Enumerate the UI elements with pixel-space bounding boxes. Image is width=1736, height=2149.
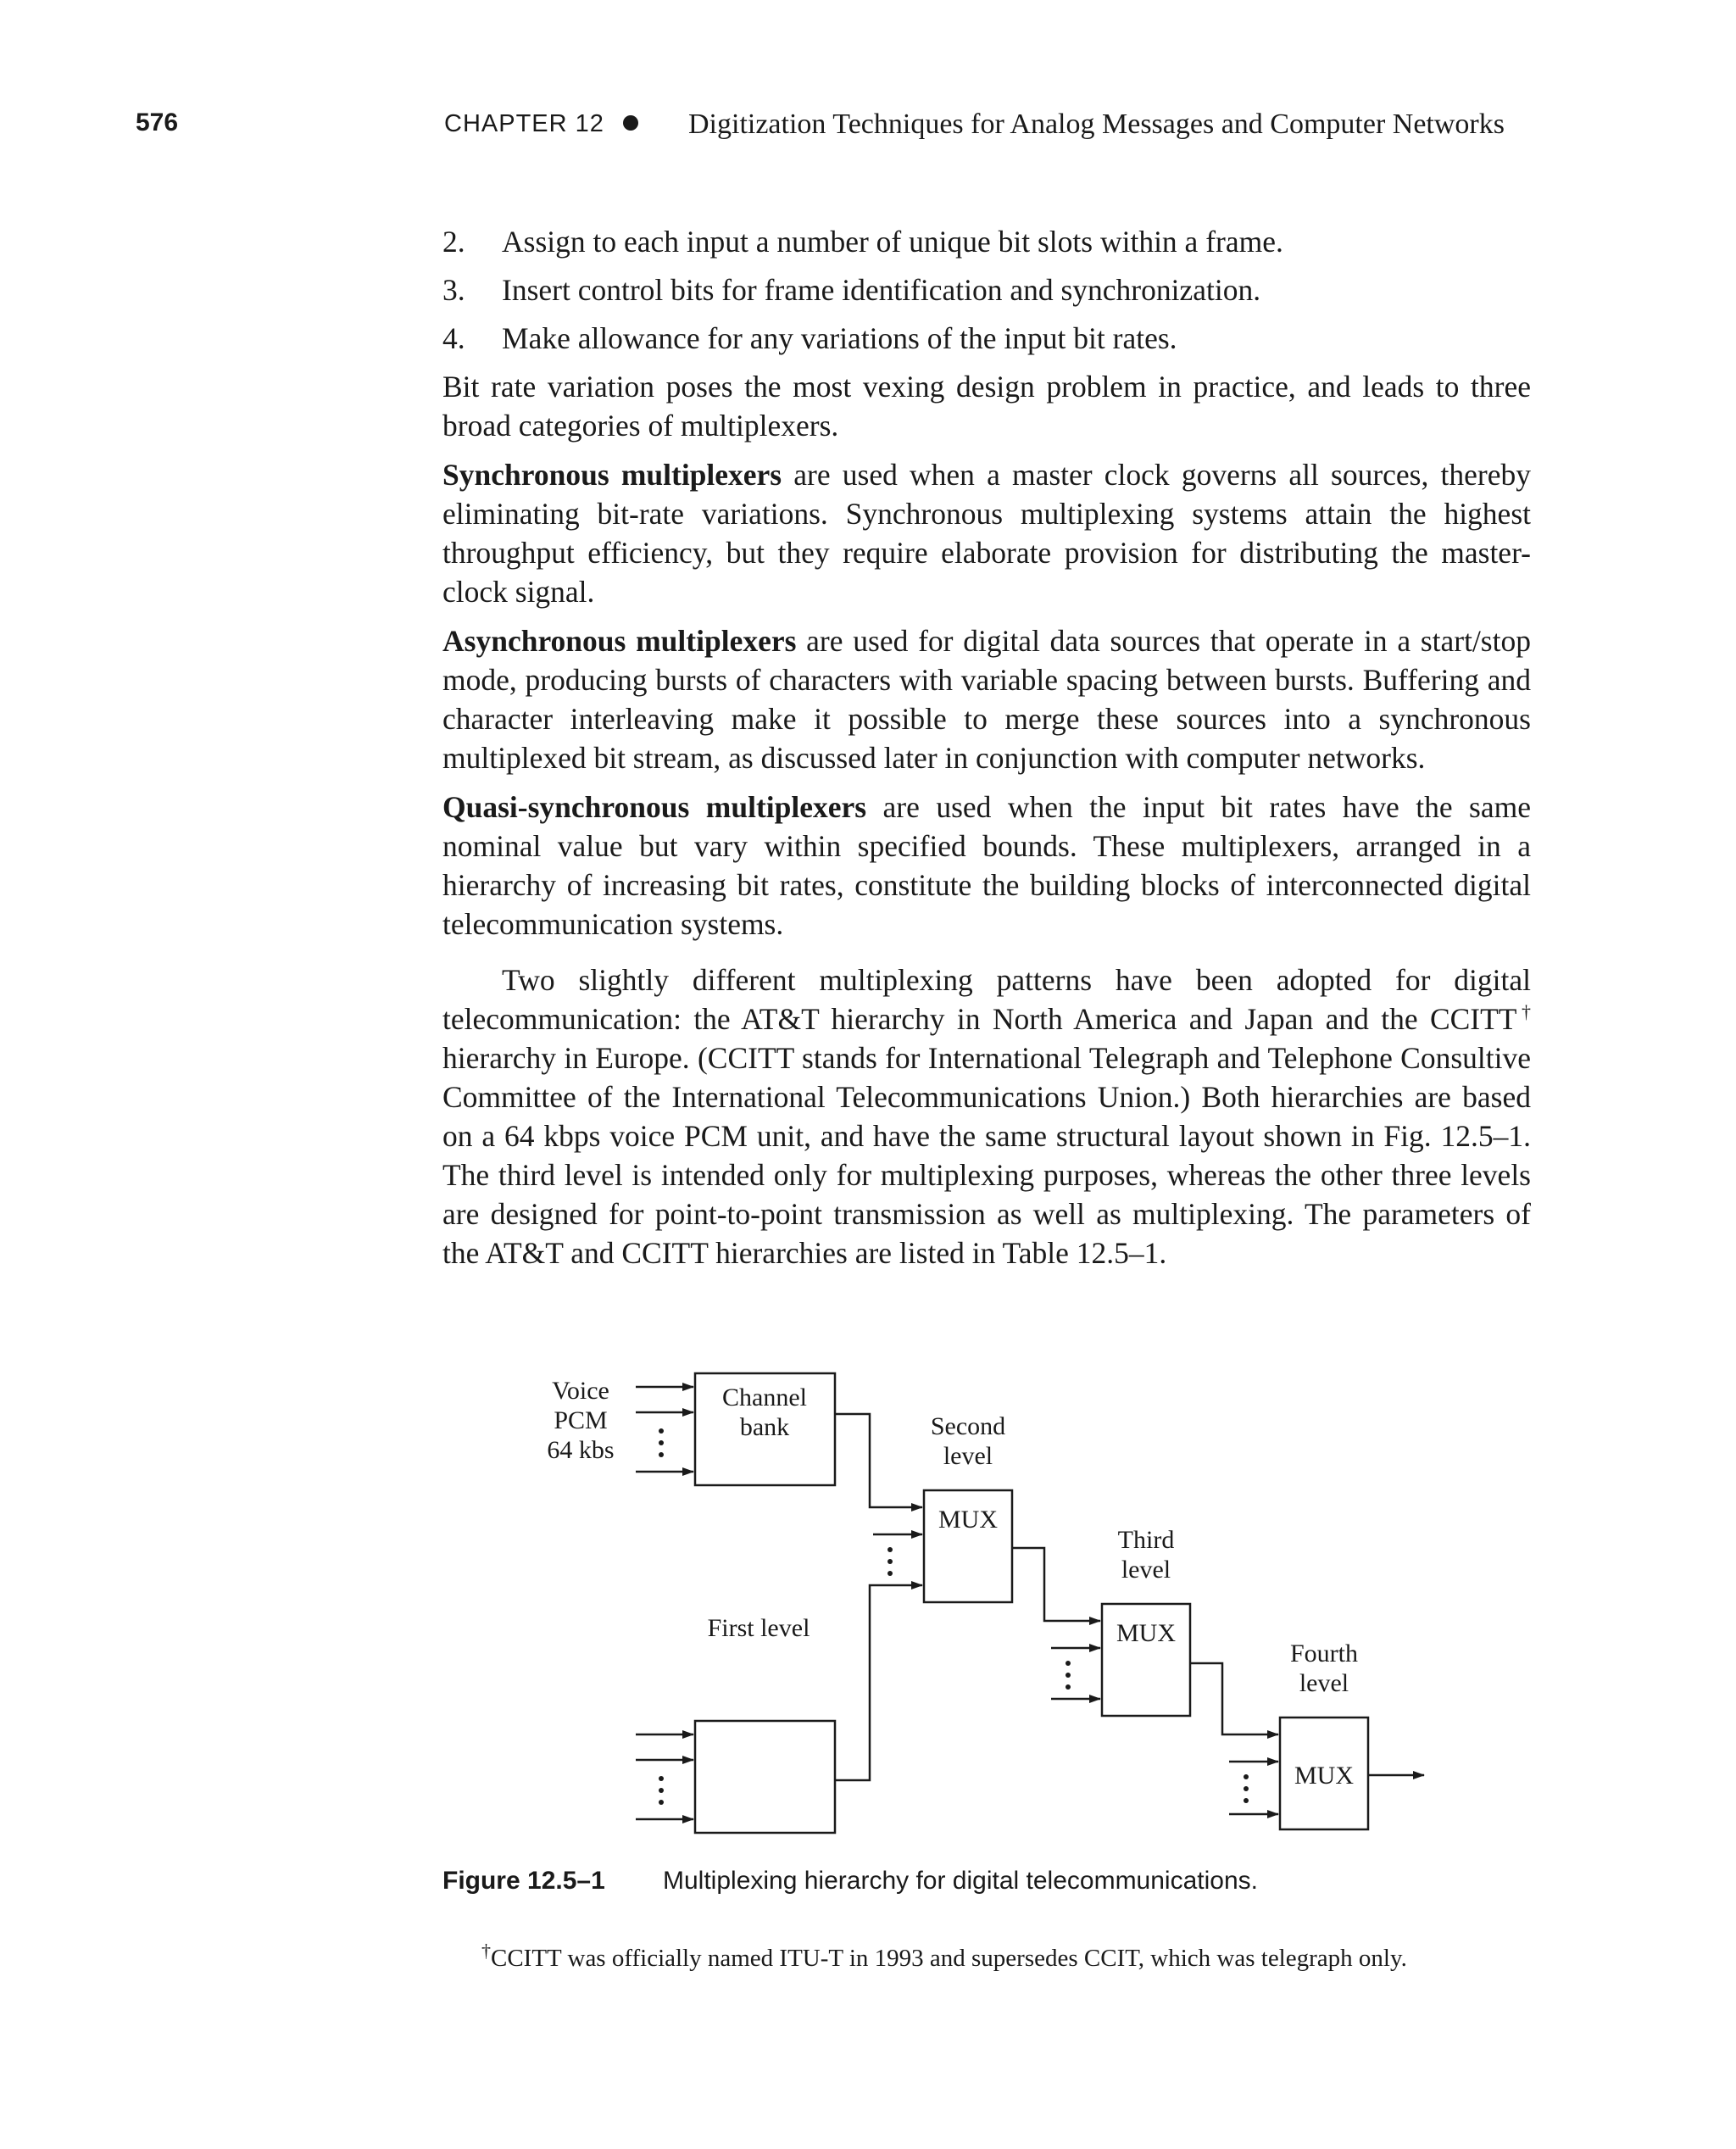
term-asynchronous: Asynchronous multiplexers	[442, 624, 797, 658]
paragraph-quasi-synchronous	[442, 788, 1531, 944]
list-item	[442, 319, 1531, 358]
paragraph-text: hierarchy in Europe. (CCITT stands for International Telegraph and Telephone Consultive Committee of the International Telecommunications Union.) Both hierarchies are based on a 64 kbps voice PCM unit, and have the same structural layout shown in Fig. 12.5–1. The third level is intended only for multiplexing purposes, whereas the other three levels are designed for point-to-point transmission as well as multiplexing. The parameters of the AT&T and CCITT hierarchies are listed in Table 12.5–1.	[442, 1041, 1531, 1270]
third-level-label: Third	[1117, 1526, 1175, 1554]
fourth-level-label: Fourth	[1289, 1640, 1359, 1667]
channel-bank-box-lower	[695, 1721, 835, 1833]
footnote-text: CCITT was officially named ITU-T in 1993 and supersedes CCIT, which was telegraph only.	[491, 1945, 1407, 1972]
term-synchronous: Synchronous multiplexers	[442, 458, 782, 492]
bank-label: bank	[739, 1413, 790, 1441]
list-item-number: 3.	[442, 273, 465, 307]
first-level-label: First level	[707, 1614, 810, 1642]
multiplexing-hierarchy-diagram	[526, 1356, 1458, 1848]
main-text	[442, 222, 1531, 1283]
list-item-text: Make allowance for any variations of the input bit rates.	[502, 321, 1177, 355]
voice-label: Voice	[552, 1377, 609, 1405]
third-level-label-2: level	[1121, 1556, 1171, 1584]
list-item	[442, 222, 1531, 261]
paragraph-hierarchies	[442, 960, 1531, 1272]
footnote-mark: †	[481, 1940, 491, 1962]
figure-caption-text: Multiplexing hierarchy for digital telecommunications.	[663, 1867, 1258, 1895]
connector-arrow	[835, 1414, 922, 1507]
paragraph-text: Two slightly different multiplexing patterns have been adopted for digital telecommunication: the AT&T hierarchy in North America and Japan and the CCITT	[442, 963, 1531, 1036]
footnote-marker: †	[1516, 1001, 1532, 1023]
figure-label: Figure 12.5–1	[442, 1867, 605, 1895]
pcm-label: PCM	[554, 1406, 608, 1434]
connector-arrow	[1190, 1663, 1278, 1734]
numbered-list	[442, 222, 1531, 358]
page-number: 576	[136, 109, 179, 136]
paragraph-synchronous	[442, 455, 1531, 611]
fourth-level-label-2: level	[1299, 1669, 1349, 1697]
mux-label: MUX	[1116, 1619, 1177, 1647]
figure-caption	[442, 1867, 1544, 1896]
list-item-text: Assign to each input a number of unique bit slots within a frame.	[502, 225, 1283, 259]
second-level-label: Second	[930, 1412, 1006, 1440]
paragraph-text: are used when the input bit rates have the same nominal value but vary within specified bounds. These multiplexers, arranged in a hierarchy of increasing bit rates, constitute the building blocks of interconnected digital telecommunication systems.	[442, 790, 1531, 941]
channel-label: Channel	[722, 1383, 807, 1411]
running-header	[0, 109, 1736, 151]
mux-label: MUX	[1294, 1762, 1355, 1790]
header-bullet	[623, 115, 638, 131]
second-level-label-2: level	[943, 1442, 993, 1470]
running-title: Digitization Techniques for Analog Messages and Computer Networks	[688, 109, 1505, 140]
chapter-label: CHAPTER 12	[444, 110, 604, 137]
rate-label: 64 kbs	[547, 1436, 615, 1464]
paragraph-text: are used for digital data sources that operate in a start/stop mode, producing bursts of characters with variable spacing between bursts. Buffering and character interleaving make it possible to merge these sources into a synchronous multiplexed bit stream, as discussed later in conjunction with computer networks.	[442, 624, 1531, 775]
mux-label: MUX	[938, 1506, 999, 1534]
list-item	[442, 270, 1531, 309]
list-item-number: 2.	[442, 225, 465, 259]
list-item-number: 4.	[442, 321, 465, 355]
paragraph-categories: Bit rate variation poses the most vexing design problem in practice, and leads to three broad categories of multiplexers.	[442, 370, 1531, 443]
list-item-text: Insert control bits for frame identification and synchronization.	[502, 273, 1261, 307]
footnote	[481, 1940, 1533, 1973]
paragraph-text: are used when a master clock governs all sources, thereby eliminating bit-rate variations. Synchronous multiplexing systems attain the highest throughput efficiency, but they require elaborate provision for distributing the master-clock signal.	[442, 458, 1531, 609]
paragraph-asynchronous	[442, 621, 1531, 777]
term-quasi-synchronous: Quasi-synchronous multiplexers	[442, 790, 867, 824]
connector-arrow	[1012, 1548, 1100, 1621]
diagram-svg	[526, 1356, 1458, 1848]
connector-arrow	[835, 1585, 922, 1780]
